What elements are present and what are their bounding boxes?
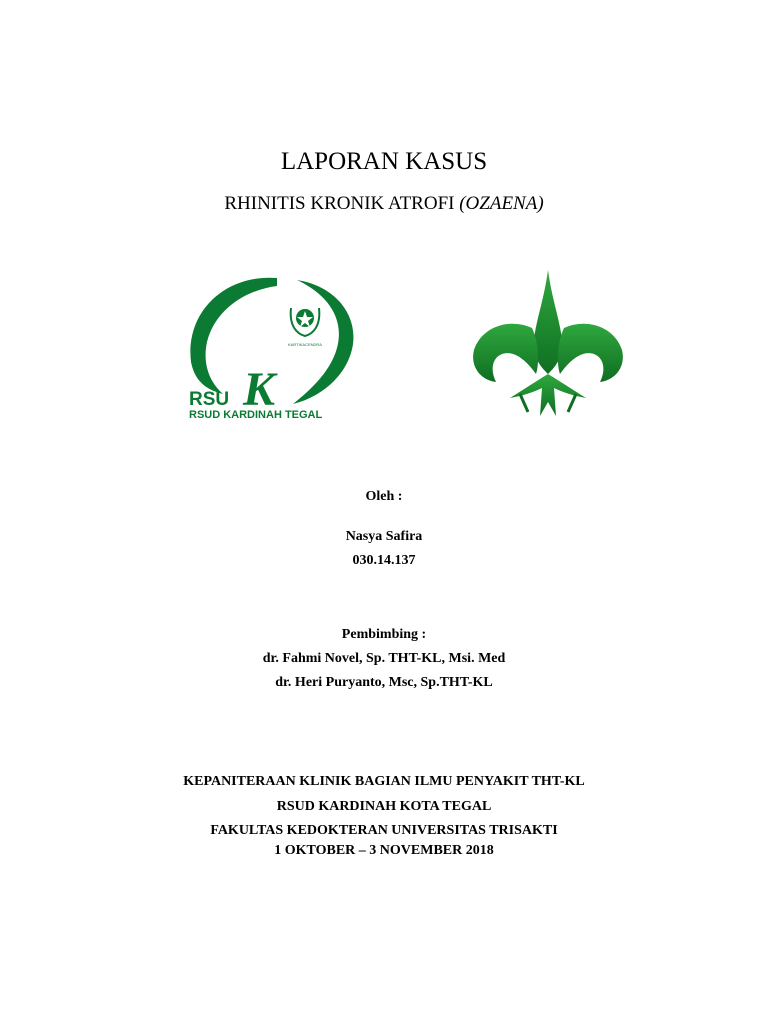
- author-nim: 030.14.137: [352, 553, 416, 568]
- footer-department: KEPANITERAAN KLINIK BAGIAN ILMU PENYAKIT THT-KL: [183, 774, 585, 789]
- subtitle-main: RHINITIS KRONIK ATROFI: [224, 193, 455, 214]
- footer-hospital: RSUD KARDINAH KOTA TEGAL: [276, 799, 492, 814]
- logo-k-text: K: [243, 363, 276, 416]
- supervisor-name: dr. Heri Puryanto, Msc, Sp.THT-KL: [275, 675, 493, 690]
- supervisor-name: dr. Fahmi Novel, Sp. THT-KL, Msi. Med: [262, 651, 506, 666]
- universitas-trisakti-logo-icon: [470, 270, 630, 418]
- subtitle-italic: (OZAENA): [459, 193, 544, 214]
- emblem-tiny-text: KARTIKACENDRA: [288, 342, 322, 347]
- page-subtitle: [0, 192, 768, 216]
- logo-rsu-text: RSU: [189, 389, 230, 410]
- page-title: LAPORAN KASUS: [280, 148, 488, 175]
- logo-bottom-text: RSUD KARDINAH TEGAL: [189, 409, 323, 421]
- footer-date: 1 OKTOBER – 3 NOVEMBER 2018: [274, 843, 494, 858]
- author-label: Oleh :: [365, 489, 403, 504]
- author-name: Nasya Safira: [345, 529, 423, 544]
- footer-faculty: FAKULTAS KEDOKTERAN UNIVERSITAS TRISAKTI: [210, 823, 558, 838]
- supervisor-label: Pembimbing :: [341, 627, 427, 642]
- rsud-kardinah-logo-icon: [185, 272, 360, 422]
